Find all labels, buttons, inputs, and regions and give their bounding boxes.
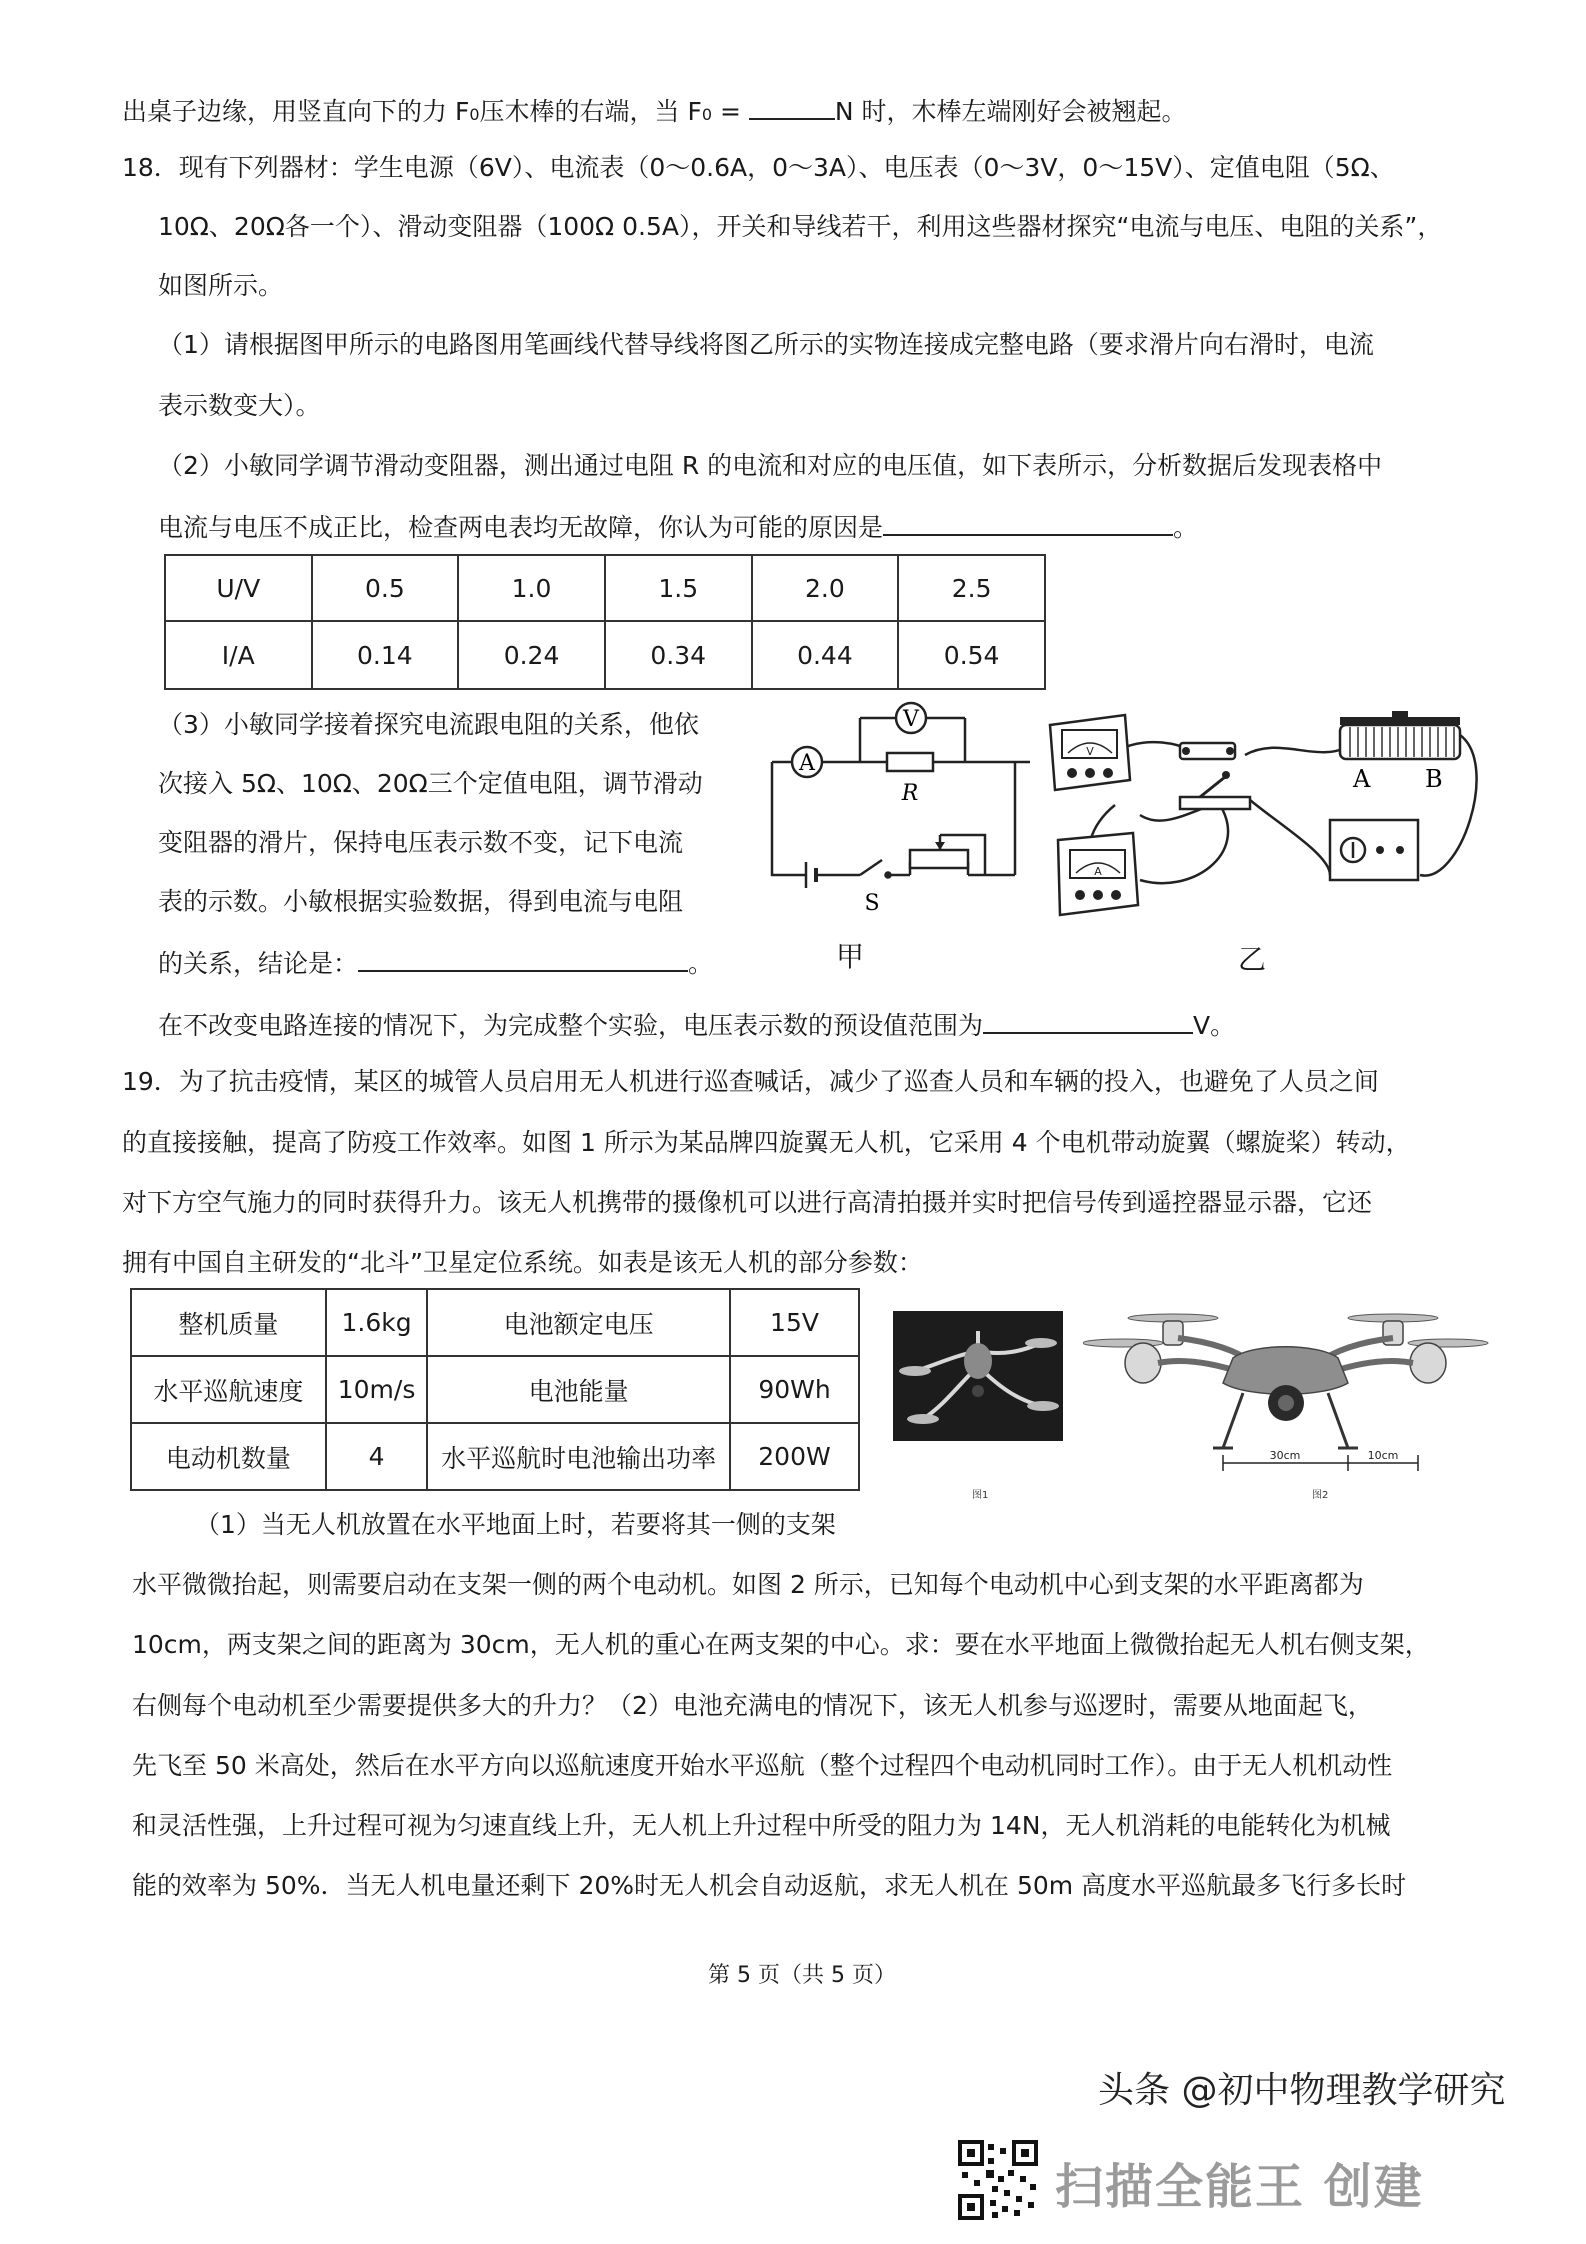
circuit-caption: 甲 <box>836 940 865 973</box>
table-cell: 整机质量 <box>131 1289 326 1356</box>
page-footer: 第 5 页（共 5 页） <box>708 1963 896 1988</box>
table-cell: 2.0 <box>752 555 899 621</box>
table-cell: 1.6kg <box>326 1289 428 1356</box>
ui-data-table <box>164 554 1046 690</box>
q18-line1: 18．现有下列器材：学生电源（6V）、电流表（0～0.6A，0～3A）、电压表（0～3V，0～15V）、定值电阻（5Ω、 <box>122 153 1395 182</box>
physical-circuit-diagram <box>1040 705 1480 935</box>
svg-text:A: A <box>799 751 815 776</box>
table-row-voltage <box>165 555 1045 621</box>
table-cell: 0.44 <box>752 621 899 689</box>
q18-part2-line1: （2）小敏同学调节滑动变阻器，测出通过电阻 R 的电流和对应的电压值，如下表所示，分析数据后发现表格中 <box>158 451 1383 480</box>
switch-label: S <box>864 891 880 916</box>
power-supply <box>1330 820 1418 880</box>
resistor-symbol <box>887 753 933 771</box>
q19-body-line2: 10cm，两支架之间的距离为 30cm，无人机的重心在两支架的中心。求：要在水平地面上微微抬起无人机右侧支架， <box>132 1630 1430 1659</box>
table-header-i: I/A <box>165 621 312 689</box>
table-cell: 水平巡航速度 <box>131 1356 326 1423</box>
svg-text:V: V <box>903 707 919 732</box>
svg-text:A: A <box>1094 865 1102 878</box>
table-row <box>131 1356 859 1423</box>
q18-part1-line1: （1）请根据图甲所示的电路图用笔画线代替导线将图乙所示的实物连接成完整电路（要求滑片向右滑时，电流 <box>158 330 1374 359</box>
q18-part3-line3: 变阻器的滑片，保持电压表示数不变，记下电流 <box>158 828 684 857</box>
table-cell: 10m/s <box>326 1356 428 1423</box>
q18-part3-range: 在不改变电路连接的情况下，为完成整个实验，电压表示数的预设值范围为 V。 <box>158 1011 1236 1040</box>
table-cell: 4 <box>326 1423 428 1490</box>
table-cell: 90Wh <box>730 1356 859 1423</box>
dimension-30cm: 30cm <box>1269 1449 1301 1462</box>
scanner-brand: 扫描全能王 创建 <box>1055 2159 1424 2215</box>
q18-part3-line4: 表的示数。小敏根据实验数据，得到电流与电阻 <box>158 887 684 916</box>
q19-body-line6: 能的效率为 50%．当无人机电量还剩下 20%时无人机会自动返航，求无人机在 50m 高度水平巡航最多飞行多长时 <box>132 1871 1407 1900</box>
drone-param-table <box>130 1288 860 1491</box>
table-cell: 1.0 <box>458 555 605 621</box>
q18-part1-line2: 表示数变大）。 <box>158 391 321 420</box>
fixed-resistor <box>1180 743 1235 759</box>
answer-blank-f0[interactable] <box>749 96 835 120</box>
q19-line2: 的直接接触，提高了防疫工作效率。如图 1 所示为某品牌四旋翼无人机，它采用 4 个电机带动旋翼（螺旋桨）转动， <box>122 1128 1411 1157</box>
table-cell: 15V <box>730 1289 859 1356</box>
voltmeter-meter <box>1050 715 1130 790</box>
rheostat-symbol <box>910 835 985 875</box>
table-cell: 0.5 <box>312 555 459 621</box>
figure2-label: 图2 <box>1312 1490 1329 1501</box>
table-cell: 电动机数量 <box>131 1423 326 1490</box>
q19-body-line4: 先飞至 50 米高处，然后在水平方向以巡航速度开始水平巡航（整个过程四个电动机同时工作）。由于无人机机动性 <box>132 1751 1393 1780</box>
rheostat-terminal-a: A <box>1353 765 1371 793</box>
table-cell: 电池额定电压 <box>427 1289 730 1356</box>
qr-code-icon <box>958 2140 1038 2220</box>
rheostat-device <box>1340 711 1460 759</box>
switch-knife <box>1180 771 1250 809</box>
svg-text:V: V <box>1086 745 1094 758</box>
figure1-label: 图1 <box>972 1490 989 1501</box>
answer-blank-conclusion[interactable] <box>358 948 688 972</box>
table-header-u: U/V <box>165 555 312 621</box>
q19-line1: 19．为了抗击疫情，某区的城管人员启用无人机进行巡查喊话，减少了巡查人员和车辆的投入，也避免了人员之间 <box>122 1067 1379 1096</box>
answer-blank-reason[interactable] <box>883 512 1173 536</box>
table-cell: 0.54 <box>898 621 1045 689</box>
q19-line3: 对下方空气施力的同时获得升力。该无人机携带的摄像机可以进行高清拍摄并实时把信号传到遥控器显示器，它还 <box>122 1188 1373 1217</box>
drone-photo-figure1 <box>893 1311 1063 1441</box>
table-cell: 0.24 <box>458 621 605 689</box>
battery-symbol <box>806 862 822 888</box>
table-row <box>131 1289 859 1356</box>
q17-tail: 出桌子边缘，用竖直向下的力 F0压木棒的右端，当 F0 = N 时，木棒左端刚好会被翘起。 <box>122 97 1187 126</box>
q18-part3-line5: 的关系，结论是： 。 <box>158 949 714 978</box>
drone-diagram-figure2 <box>1083 1303 1498 1483</box>
q19-body-line1: 水平微微抬起，则需要启动在支架一侧的两个电动机。如图 2 所示，已知每个电动机中心到支架的水平距离都为 <box>132 1570 1364 1599</box>
resistor-label: R <box>901 781 919 806</box>
table-cell: 1.5 <box>605 555 752 621</box>
table-row-current <box>165 621 1045 689</box>
table-row <box>131 1423 859 1490</box>
toutiao-watermark: 头条 @初中物理教学研究 <box>1098 2070 1506 2111</box>
table-cell: 0.14 <box>312 621 459 689</box>
table-cell: 0.34 <box>605 621 752 689</box>
q19-body-line3: 右侧每个电动机至少需要提供多大的升力？（2）电池充满电的情况下，该无人机参与巡逻时，需要从地面起飞， <box>132 1691 1373 1720</box>
q18-part2-line2: 电流与电压不成正比，检查两电表均无故障，你认为可能的原因是 。 <box>158 513 1199 542</box>
q18-part3-line1: （3）小敏同学接着探究电流跟电阻的关系，他依 <box>158 710 699 739</box>
table-cell: 2.5 <box>898 555 1045 621</box>
q19-part1-first: （1）当无人机放置在水平地面上时，若要将其一侧的支架 <box>195 1510 836 1539</box>
dimension-10cm: 10cm <box>1367 1449 1399 1462</box>
q18-part3-line2: 次接入 5Ω、10Ω、20Ω三个定值电阻，调节滑动 <box>158 769 703 798</box>
table-cell: 水平巡航时电池输出功率 <box>427 1423 730 1490</box>
q18-line3: 如图所示。 <box>158 271 284 300</box>
switch-symbol <box>860 860 891 878</box>
q19-line4: 拥有中国自主研发的“北斗”卫星定位系统。如表是该无人机的部分参数： <box>122 1248 923 1277</box>
circuit-diagram <box>760 700 1030 930</box>
answer-blank-voltage-range[interactable] <box>983 1010 1193 1034</box>
ammeter-symbol <box>792 747 822 777</box>
rheostat-terminal-b: B <box>1425 765 1443 793</box>
physical-caption: 乙 <box>1238 943 1267 976</box>
voltmeter-symbol <box>896 703 926 733</box>
table-cell: 电池能量 <box>427 1356 730 1423</box>
q18-line2: 10Ω、20Ω各一个）、滑动变阻器（100Ω 0.5A），开关和导线若干，利用这些器材探究“电流与电压、电阻的关系”， <box>158 212 1443 241</box>
ammeter-meter <box>1058 833 1138 915</box>
table-cell: 200W <box>730 1423 859 1490</box>
q19-body-line5: 和灵活性强，上升过程可视为匀速直线上升，无人机上升过程中所受的阻力为 14N，无人机消耗的电能转化为机械 <box>132 1811 1391 1840</box>
